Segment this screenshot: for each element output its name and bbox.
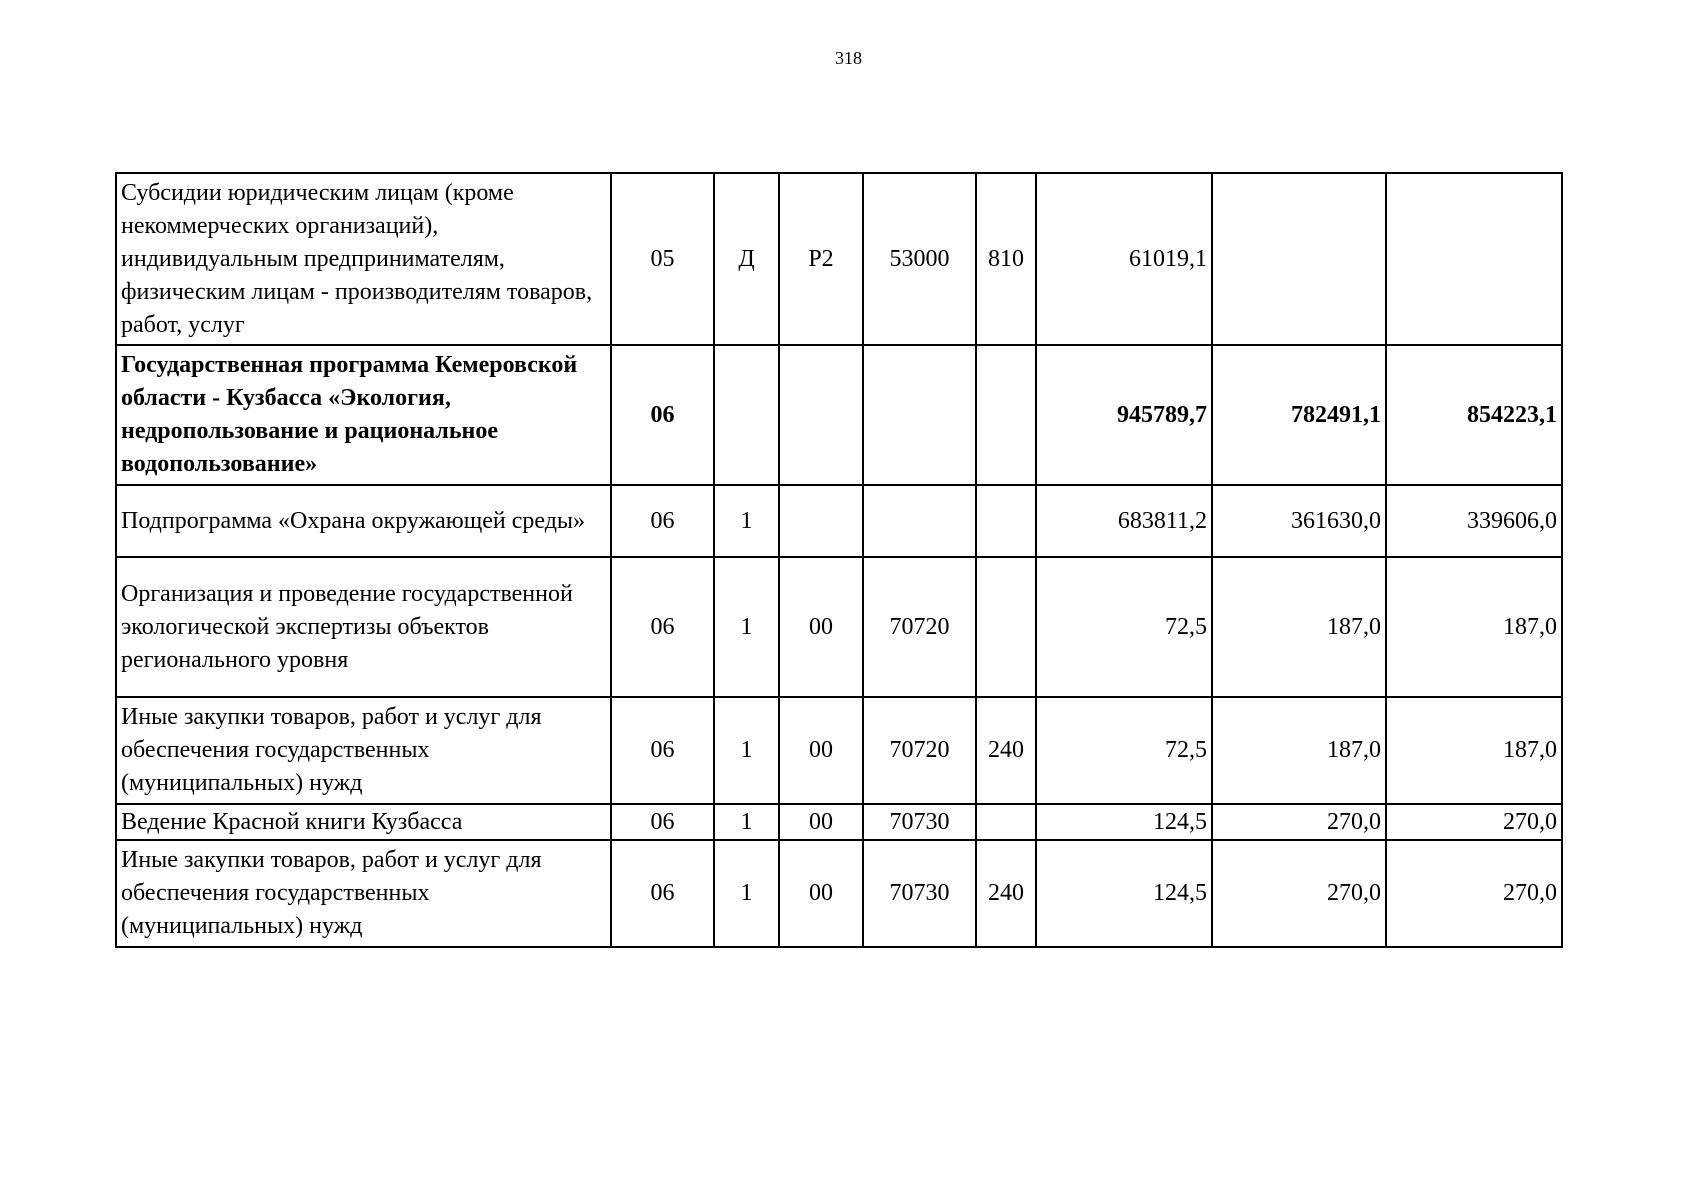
direction-code: 70730 (863, 840, 976, 947)
amount-year-2: 782491,1 (1212, 345, 1386, 485)
expense-type-code: 810 (976, 173, 1036, 345)
amount-year-2: 187,0 (1212, 697, 1386, 804)
direction-code (863, 485, 976, 557)
amount-year-3: 854223,1 (1386, 345, 1562, 485)
direction-code (863, 345, 976, 485)
amount-year-3: 270,0 (1386, 840, 1562, 947)
program-code: Д (714, 173, 779, 345)
row-name: Подпрограмма «Охрана окружающей среды» (116, 485, 611, 557)
row-name: Иные закупки товаров, работ и услуг для обеспечения государственных (муниципальных) нужд (116, 840, 611, 947)
row-name: Ведение Красной книги Кузбасса (116, 804, 611, 840)
table-row (116, 173, 1562, 345)
amount-year-3: 187,0 (1386, 697, 1562, 804)
table-row (116, 697, 1562, 804)
expense-type-code: 240 (976, 840, 1036, 947)
row-name: Субсидии юридическим лицам (кроме некоммерческих организаций), индивидуальным предпринимателям, физическим лицам - производителям товаров, работ, услуг (116, 173, 611, 345)
subprogram-code: 00 (779, 557, 863, 697)
subprogram-code: Р2 (779, 173, 863, 345)
amount-year-1: 124,5 (1036, 840, 1212, 947)
row-name: Организация и проведение государственной экологической экспертизы объектов регионального уровня (116, 557, 611, 697)
subprogram-code: 00 (779, 697, 863, 804)
expense-type-code (976, 557, 1036, 697)
subprogram-code: 00 (779, 840, 863, 947)
section-code: 06 (611, 697, 714, 804)
program-code: 1 (714, 485, 779, 557)
direction-code: 53000 (863, 173, 976, 345)
table-row (116, 485, 1562, 557)
amount-year-3: 270,0 (1386, 804, 1562, 840)
expense-type-code (976, 804, 1036, 840)
section-code: 06 (611, 345, 714, 485)
expense-type-code (976, 345, 1036, 485)
section-code: 06 (611, 840, 714, 947)
section-code: 06 (611, 557, 714, 697)
amount-year-3: 339606,0 (1386, 485, 1562, 557)
program-code: 1 (714, 840, 779, 947)
subprogram-code: 00 (779, 804, 863, 840)
amount-year-2: 361630,0 (1212, 485, 1386, 557)
budget-table (115, 172, 1563, 948)
amount-year-2 (1212, 173, 1386, 345)
table-row (116, 557, 1562, 697)
program-code: 1 (714, 804, 779, 840)
amount-year-1: 124,5 (1036, 804, 1212, 840)
subprogram-code (779, 485, 863, 557)
expense-type-code (976, 485, 1036, 557)
section-code: 06 (611, 485, 714, 557)
subprogram-code (779, 345, 863, 485)
amount-year-1: 72,5 (1036, 697, 1212, 804)
amount-year-1: 72,5 (1036, 557, 1212, 697)
direction-code: 70720 (863, 557, 976, 697)
program-code (714, 345, 779, 485)
section-code: 06 (611, 804, 714, 840)
direction-code: 70730 (863, 804, 976, 840)
amount-year-2: 270,0 (1212, 840, 1386, 947)
amount-year-3: 187,0 (1386, 557, 1562, 697)
row-name: Иные закупки товаров, работ и услуг для обеспечения государственных (муниципальных) нужд (116, 697, 611, 804)
direction-code: 70720 (863, 697, 976, 804)
amount-year-1: 61019,1 (1036, 173, 1212, 345)
amount-year-1: 945789,7 (1036, 345, 1212, 485)
row-name: Государственная программа Кемеровской области - Кузбасса «Экология, недропользование и рациональное водопользование» (116, 345, 611, 485)
page-number: 318 (835, 48, 862, 68)
section-code: 05 (611, 173, 714, 345)
amount-year-2: 187,0 (1212, 557, 1386, 697)
amount-year-2: 270,0 (1212, 804, 1386, 840)
amount-year-1: 683811,2 (1036, 485, 1212, 557)
program-code: 1 (714, 557, 779, 697)
expense-type-code: 240 (976, 697, 1036, 804)
table-row (116, 840, 1562, 947)
amount-year-3 (1386, 173, 1562, 345)
table-row (116, 345, 1562, 485)
program-code: 1 (714, 697, 779, 804)
table-row (116, 804, 1562, 840)
